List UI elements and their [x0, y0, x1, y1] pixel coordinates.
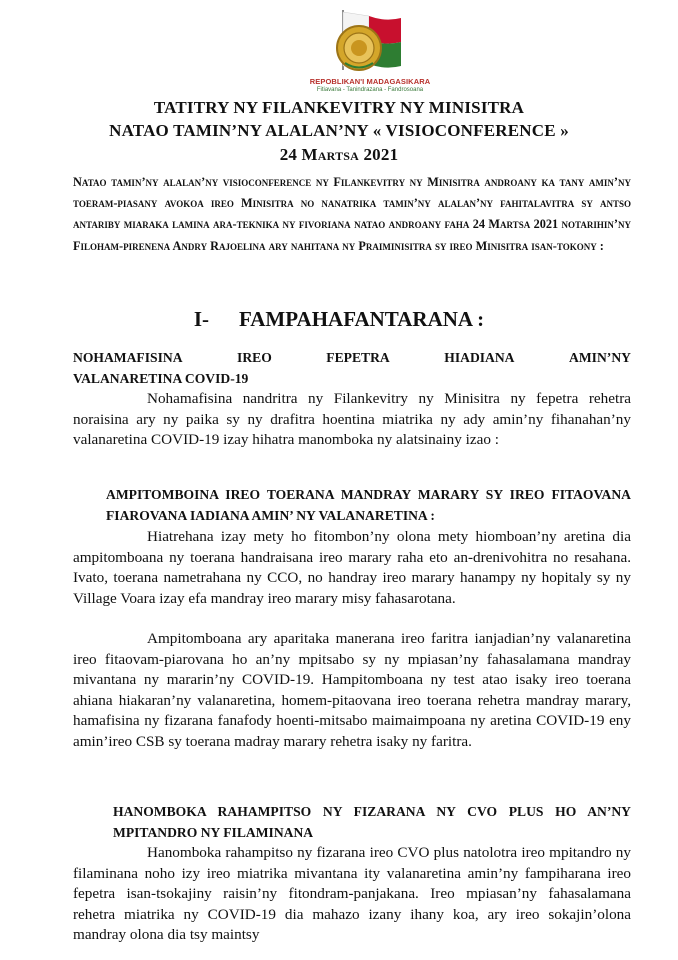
madagascar-emblem-icon — [321, 8, 419, 76]
heading-word: NOHAMAFISINA — [73, 350, 183, 365]
heading-word: HIADIANA — [444, 350, 515, 365]
section-number: I- — [193, 307, 209, 331]
intro-paragraph: Natao tamin’ny alalan’ny visioconference ny Filankevitry ny Minisitra androany ka tany amin’ny toeram-piasany avokoa ireo Minisitra no nanatrika tamin’ny alalan’ny fahitalavitra sy antso antariby miaraka lamina ara-teknika ny fivoriana natao androany faha 24 Martsa 2021 notarihin’ny Filoham-pirenena Andry Rajoelina ary nahitana ny Praiminisitra sy ireo Minisitra isan-tokony : — [73, 175, 631, 253]
government-logo — [295, 8, 445, 93]
section-heading — [0, 307, 678, 332]
document-subtitle: NATAO TAMIN’NY ALALAN’NY « VISIOCONFERENCE » — [109, 121, 569, 140]
heading-word: IREO — [237, 350, 272, 365]
document-date: 24 Martsa 2021 — [279, 145, 399, 164]
heading-word: AMIN’NY — [569, 350, 631, 365]
national-motto: Fitiavana - Tanindrazana - Fandrosoana — [316, 87, 424, 93]
subsection-heading-line — [73, 348, 631, 369]
body-paragraph: Hiatrehana izay mety ho fitombon’ny olona mety hiomboan’ny aretina dia ampitomboana ny toerana handraisana ireo marary raha eto an-drenivohitra no resahana. Ivato, toerana nametrahana ny CCO, no handray ireo marary hanampy ny hopitaly sy ny Village Voara izay efa mandray ireo marary misy fahasarotana. — [73, 528, 631, 607]
body-paragraph: Nohamafisina nandritra ny Filankevitry ny Minisitra ny fepetra rehetra noraisina ary ny paika sy ny drafitra hoentina miatrika ny ady amin’ny fihanahan’ny valanaretina COVID-19 izay hihatra manomboka ny alatsinainy izao : — [73, 390, 631, 448]
section-title: FAMPAHAFANTARANA : — [239, 307, 485, 331]
subsection-heading-cvo-distribution: HANOMBOKA RAHAMPITSO NY FIZARANA NY CVO PLUS HO AN’NY MPITANDRO NY FILAMINANA — [113, 804, 631, 840]
republic-name: REPOBLIKAN'I MADAGASIKARA — [309, 77, 431, 86]
body-paragraph: Hanomboka rahampitso ny fizarana ireo CVO plus natolotra ireo mpitandro ny filaminana noho izy ireo miatrika mivantana ity valanaretina amin’ny fampiharana ireo fepetra isan-tsokajiny raisin’ny fitondram-panjakana. Ireo mpiasan’ny fahasalamana rehetra miatrika ny COVID-19 dia mahazo izany ihany koa, ary ireo sokajin’olona mandray olona dia tsy maintsy — [73, 844, 631, 943]
body-paragraph: Ampitomboana ary aparitaka manerana ireo faritra ianjadian’ny valanaretina ireo fitaovam-piarovana ho an’ny mpitsabo sy ny mpiasan’ny fahasalamana mandray mivantana ny mararin’ny COVID-19. Hampitomboana ny test atao isaky ireo toerana ahiana hiakaran’ny valanaretina, homem-pitaovana ireo toerana rehetra mandray marary, hamafisina ny fizarana fanafody hoenti-mitsabo maimaimpoana ny aretina COVID-19 eny amin’ireo CSB sy toerana madray marary rehetra isaky ny faritra. — [73, 630, 631, 750]
subsection-heading-line: VALANARETINA COVID-19 — [73, 370, 249, 386]
document-title: TATITRY NY FILANKEVITRY NY MINISITRA — [153, 98, 525, 117]
subsection-heading-covid-measures — [73, 348, 631, 389]
subsection-heading-treatment-sites: AMPITOMBOINA IREO TOERANA MANDRAY MARARY SY IREO FITAOVANA FIAROVANA IADIANA AMIN’ NY VALANARETINA : — [106, 487, 631, 523]
heading-word: FEPETRA — [326, 350, 390, 365]
